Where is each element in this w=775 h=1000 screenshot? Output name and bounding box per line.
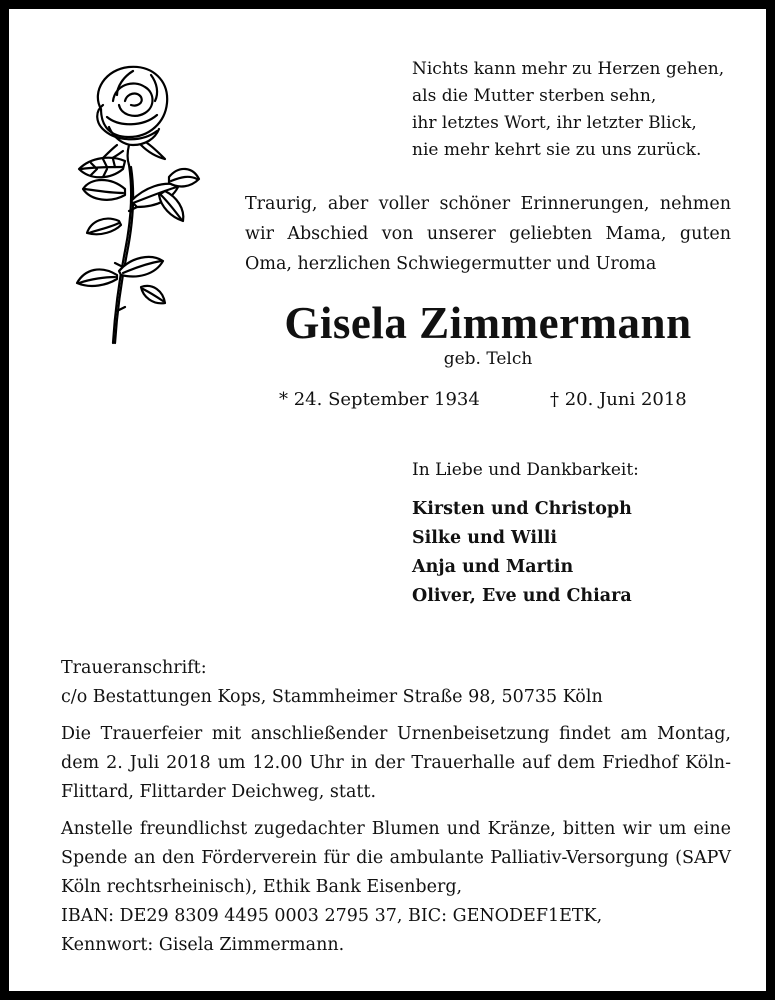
death-date: † 20. Juni 2018: [550, 389, 687, 410]
poem-line: ihr letztes Wort, ihr letzter Blick,: [412, 113, 697, 133]
mourner-name: Kirsten und Christoph: [412, 499, 632, 519]
poem: [412, 56, 752, 164]
bank-details: IBAN: DE29 8309 4495 0003 2795 37, BIC: GENODEF1ETK,: [61, 906, 603, 926]
birth-date: * 24. September 1934: [279, 389, 480, 410]
poem-line: Nichts kann mehr zu Herzen gehen,: [412, 59, 725, 79]
intro-text: Traurig, aber voller schöner Erinnerungen, nehmen wir Abschied von unserer geliebten Mama, guten Oma, herzlichen Schwiegermutter und Uroma: [245, 194, 731, 274]
dedication-text: In Liebe und Dankbarkeit:: [412, 460, 639, 480]
mourner-name: Anja und Martin: [412, 557, 574, 577]
donation-keyword: Kennwort: Gisela Zimmermann.: [61, 935, 345, 955]
mourner-name: Oliver, Eve und Chiara: [412, 586, 632, 606]
maiden-name: geb. Telch: [443, 349, 533, 369]
rose-icon: [61, 61, 203, 351]
poem-line: als die Mutter sterben sehn,: [412, 86, 657, 106]
details-section: [61, 654, 731, 960]
mourners-list: [412, 495, 632, 611]
mourner-name: Silke und Willi: [412, 528, 557, 548]
address-line: c/o Bestattungen Kops, Stammheimer Straße 98, 50735 Köln: [61, 687, 603, 707]
donation-text: Anstelle freundlichst zugedachter Blumen und Kränze, bitten wir um eine Spende an den Förderverein für die ambulante Palliativ-Versorgung (SAPV Köln rechtsrheinisch), Ethik Bank Eisenberg,: [61, 819, 731, 897]
deceased-name: Gisela Zimmermann: [284, 298, 692, 348]
address-label: Traueranschrift:: [61, 658, 207, 678]
ceremony-text: Die Trauerfeier mit anschließender Urnenbeisetzung findet am Montag, dem 2. Juli 2018 um 12.00 Uhr in der Trauerhalle auf dem Friedhof Köln-Flittard, Flittarder Deichweg, statt.: [61, 724, 731, 802]
poem-line: nie mehr kehrt sie zu uns zurück.: [412, 140, 702, 160]
